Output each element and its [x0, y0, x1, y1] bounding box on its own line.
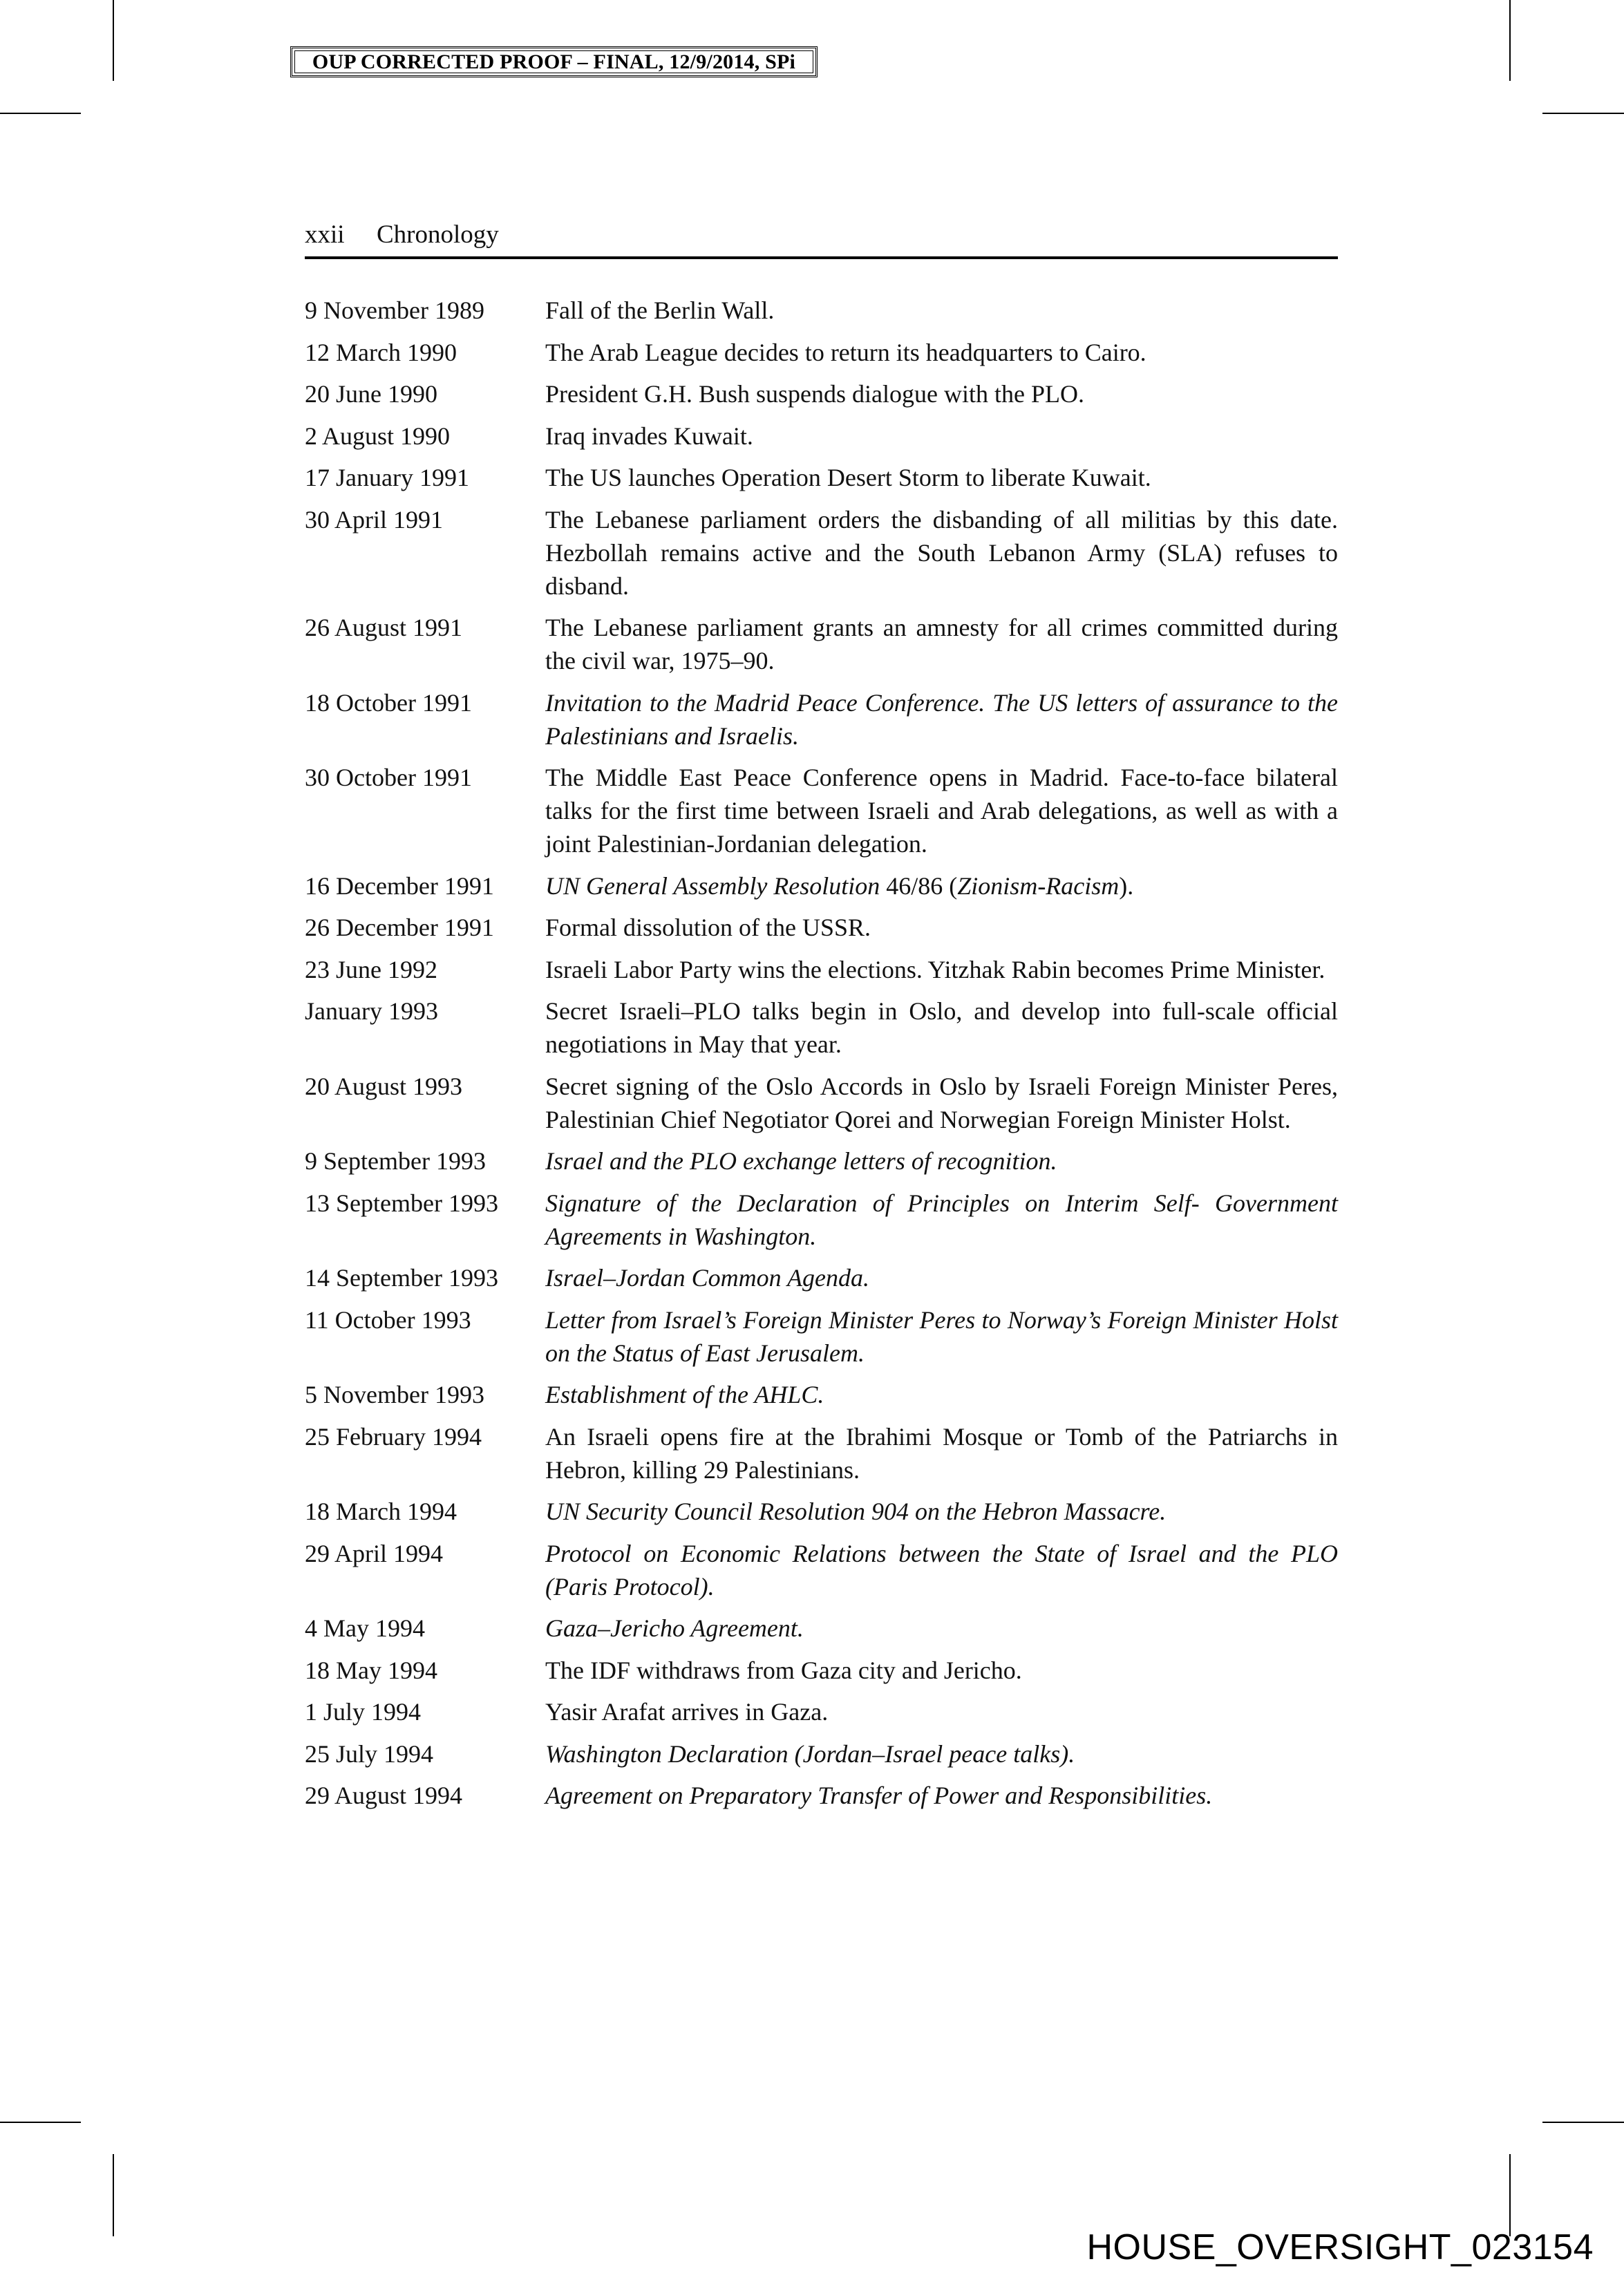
entry-date: 9 November 1989 — [305, 296, 484, 324]
chronology-entry — [305, 611, 1338, 677]
running-head-title: Chronology — [377, 220, 499, 249]
entry-date: 29 April 1994 — [305, 1539, 444, 1567]
entry-date: 26 August 1991 — [305, 614, 463, 641]
chronology-list — [305, 294, 1338, 1821]
entry-description: Washington Declaration (Jordan–Israel peace talks). — [545, 1739, 1075, 1768]
entry-description: Invitation to the Madrid Peace Conference. The US letters of assurance to the Palestinians and Israelis. — [545, 688, 1338, 750]
entry-description: An Israeli opens fire at the Ibrahimi Mosque or Tomb of the Patriarchs in Hebron, killing 29 Palestinians. — [545, 1422, 1338, 1484]
chronology-entry — [305, 1779, 1338, 1812]
entry-description: The IDF withdraws from Gaza city and Jericho. — [545, 1656, 1022, 1684]
entry-description: Gaza–Jericho Agreement. — [545, 1614, 804, 1642]
chronology-entry — [305, 1070, 1338, 1136]
entry-date: 1 July 1994 — [305, 1698, 422, 1726]
entry-date: 2 August 1990 — [305, 422, 451, 450]
entry-date: 11 October 1993 — [305, 1305, 471, 1334]
proof-stamp — [290, 46, 818, 77]
proof-stamp-text: OUP CORRECTED PROOF – FINAL, 12/9/2014, SPi — [312, 50, 796, 73]
entry-description: Signature of the Declaration of Principles on Interim Self- Government Agreements in Washington. — [545, 1189, 1338, 1250]
entry-description: Secret signing of the Oslo Accords in Oslo by Israeli Foreign Minister Peres, Palestinian Chief Negotiator Qorei and Norwegian Foreign Minister Holst. — [545, 1072, 1338, 1133]
entry-date: January 1993 — [305, 997, 438, 1025]
chronology-entry — [305, 419, 1338, 453]
chronology-entry — [305, 1495, 1338, 1528]
chronology-entry — [305, 1378, 1338, 1411]
chronology-entry — [305, 377, 1338, 410]
entry-date: 25 February 1994 — [305, 1422, 482, 1451]
entry-description: Letter from Israel’s Foreign Minister Peres to Norway’s Foreign Minister Holst on the Status of East Jerusalem. — [545, 1305, 1338, 1367]
entry-description-italic-part: Zionism-Racism — [957, 871, 1120, 900]
entry-description: Fall of the Berlin Wall. — [545, 296, 775, 324]
entry-description: Agreement on Preparatory Transfer of Power and Responsibilities. — [545, 1782, 1213, 1809]
crop-mark-top-right-vertical — [1509, 0, 1511, 81]
entry-date: 26 December 1991 — [305, 914, 494, 941]
entry-date: 9 September 1993 — [305, 1147, 486, 1175]
chronology-entry — [305, 1654, 1338, 1687]
entry-description: The Lebanese parliament orders the disbanding of all militias by this date. Hezbollah remains active and the South Lebanon Army (SLA) refuses to disband. — [545, 505, 1338, 600]
chronology-entry — [305, 686, 1338, 753]
entry-description: The Lebanese parliament grants an amnesty for all crimes committed during the civil war, 1975–90. — [545, 614, 1338, 674]
entry-date: 5 November 1993 — [305, 1381, 484, 1408]
entry-date: 20 June 1990 — [305, 380, 437, 408]
chronology-entry — [305, 461, 1338, 494]
entry-description: Israel–Jordan Common Agenda. — [545, 1264, 869, 1292]
entry-date: 16 December 1991 — [305, 871, 494, 900]
entry-description — [545, 869, 1338, 903]
entry-date: 29 August 1994 — [305, 1782, 463, 1809]
entry-date: 17 January 1991 — [305, 464, 469, 491]
entry-description: Israel and the PLO exchange letters of recognition. — [545, 1147, 1057, 1175]
entry-description: Secret Israeli–PLO talks begin in Oslo, and develop into full-scale official negotiations in May that year. — [545, 997, 1338, 1058]
entry-date: 12 March 1990 — [305, 338, 457, 366]
entry-date: 4 May 1994 — [305, 1614, 425, 1642]
chronology-entry — [305, 1187, 1338, 1253]
entry-date: 14 September 1993 — [305, 1264, 498, 1292]
entry-description-part: ). — [1119, 871, 1134, 900]
entry-description-part: 46/86 ( — [880, 871, 958, 900]
chronology-entry — [305, 1144, 1338, 1178]
crop-mark-bottom-right-horizontal — [1542, 2122, 1624, 2123]
chronology-entry — [305, 1612, 1338, 1645]
crop-mark-top-right-horizontal — [1542, 113, 1624, 114]
chronology-entry — [305, 761, 1338, 860]
crop-mark-bottom-left-horizontal — [0, 2122, 81, 2123]
entry-date: 18 October 1991 — [305, 688, 472, 717]
chronology-entry — [305, 294, 1338, 327]
entry-description: The Arab League decides to return its headquarters to Cairo. — [545, 338, 1146, 366]
chronology-entry — [305, 1737, 1338, 1771]
bates-number: HOUSE_OVERSIGHT_023154 — [1086, 2227, 1594, 2267]
entry-description: UN Security Council Resolution 904 on the Hebron Massacre. — [545, 1498, 1167, 1525]
entry-description: Formal dissolution of the USSR. — [545, 914, 871, 941]
chronology-entry — [305, 994, 1338, 1061]
crop-mark-top-left-vertical — [113, 0, 114, 81]
entry-description: Protocol on Economic Relations between the State of Israel and the PLO (Paris Protocol). — [545, 1539, 1338, 1601]
entry-description: The Middle East Peace Conference opens in Madrid. Face-to-face bilateral talks for the first time between Israeli and Arab delegations, as well as with a joint Palestinian-Jordanian delegation. — [545, 764, 1338, 858]
page-number: xxii — [305, 220, 345, 249]
chronology-entry — [305, 1420, 1338, 1487]
entry-date: 25 July 1994 — [305, 1739, 434, 1768]
entry-date: 20 August 1993 — [305, 1072, 463, 1100]
chronology-entry — [305, 503, 1338, 603]
entry-description: President G.H. Bush suspends dialogue with the PLO. — [545, 380, 1084, 408]
entry-description: Israeli Labor Party wins the elections. Yitzhak Rabin becomes Prime Minister. — [545, 955, 1325, 983]
chronology-entry — [305, 869, 1338, 903]
header-rule — [305, 256, 1338, 259]
running-head — [305, 218, 499, 252]
entry-date: 23 June 1992 — [305, 955, 437, 983]
entry-date: 18 May 1994 — [305, 1656, 437, 1684]
entry-date: 18 March 1994 — [305, 1498, 457, 1525]
chronology-entry — [305, 1537, 1338, 1603]
entry-description: Establishment of the AHLC. — [545, 1381, 824, 1408]
chronology-entry — [305, 953, 1338, 986]
entry-date: 30 October 1991 — [305, 764, 472, 791]
entry-description-italic-part: UN General Assembly Resolution — [545, 871, 880, 900]
entry-description: Iraq invades Kuwait. — [545, 422, 753, 450]
chronology-entry — [305, 911, 1338, 944]
entry-description: Yasir Arafat arrives in Gaza. — [545, 1698, 829, 1726]
crop-mark-bottom-left-vertical — [113, 2154, 114, 2236]
entry-description: The US launches Operation Desert Storm to liberate Kuwait. — [545, 464, 1151, 491]
chronology-entry — [305, 1261, 1338, 1294]
entry-date: 30 April 1991 — [305, 505, 444, 534]
crop-mark-top-left-horizontal — [0, 113, 81, 114]
chronology-entry — [305, 1695, 1338, 1728]
chronology-entry — [305, 336, 1338, 369]
entry-date: 13 September 1993 — [305, 1189, 498, 1217]
crop-mark-bottom-right-vertical — [1509, 2154, 1511, 2236]
chronology-entry — [305, 1303, 1338, 1370]
